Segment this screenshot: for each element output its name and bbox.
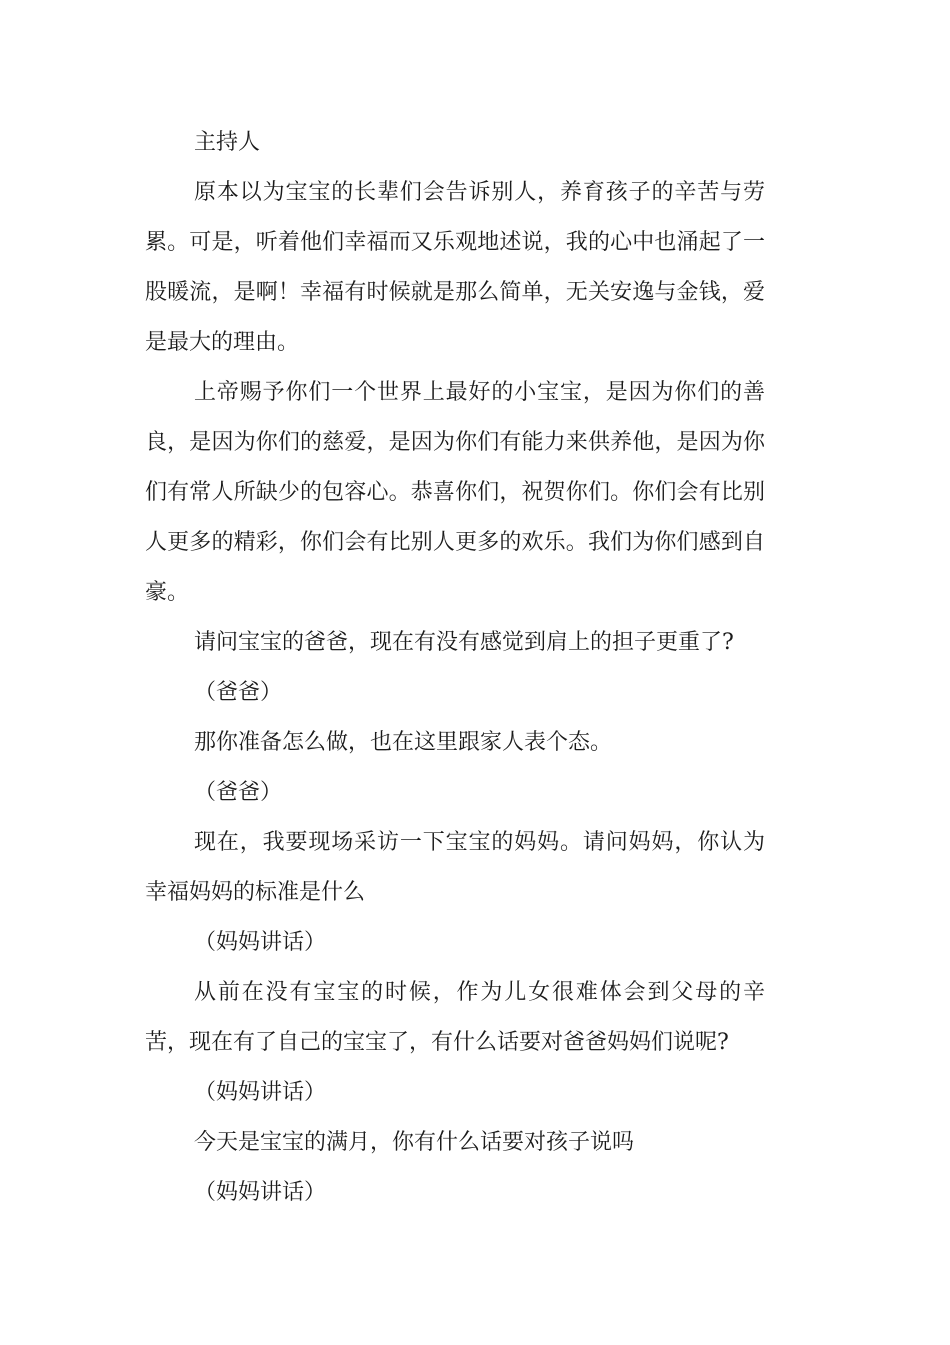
question-line: 请问宝宝的爸爸，现在有没有感觉到肩上的担子更重了? — [194, 630, 734, 655]
stage-note: （妈妈讲话） — [194, 1080, 327, 1105]
document-body — [145, 118, 765, 1218]
speaker-heading: 主持人 — [194, 130, 261, 155]
paragraph: 现在，我要现场采访一下宝宝的妈妈。请问妈妈，你认为幸福妈妈的标准是什么 — [145, 830, 765, 905]
stage-note: （妈妈讲话） — [194, 1180, 327, 1205]
question-line: 今天是宝宝的满月，你有什么话要对孩子说吗 — [194, 1130, 635, 1155]
question-line: 那你准备怎么做，也在这里跟家人表个态。 — [194, 730, 613, 755]
paragraph: 上帝赐予你们一个世界上最好的小宝宝，是因为你们的善良，是因为你们的慈爱，是因为你们有能力来供养他，是因为你们有常人所缺少的包容心。恭喜你们，祝贺你们。你们会有比别人更多的精彩，你们会有比别人更多的欢乐。我们为你们感到自豪。 — [145, 380, 765, 605]
stage-note: （爸爸） — [194, 780, 283, 805]
stage-note: （妈妈讲话） — [194, 930, 327, 955]
stage-note: （爸爸） — [194, 680, 283, 705]
paragraph: 原本以为宝宝的长辈们会告诉别人，养育孩子的辛苦与劳累。可是，听着他们幸福而又乐观地述说，我的心中也涌起了一股暖流，是啊！幸福有时候就是那么简单，无关安逸与金钱，爱是最大的理由。 — [145, 180, 765, 355]
paragraph: 从前在没有宝宝的时候，作为儿女很难体会到父母的辛苦，现在有了自己的宝宝了，有什么话要对爸爸妈妈们说呢? — [145, 980, 765, 1055]
